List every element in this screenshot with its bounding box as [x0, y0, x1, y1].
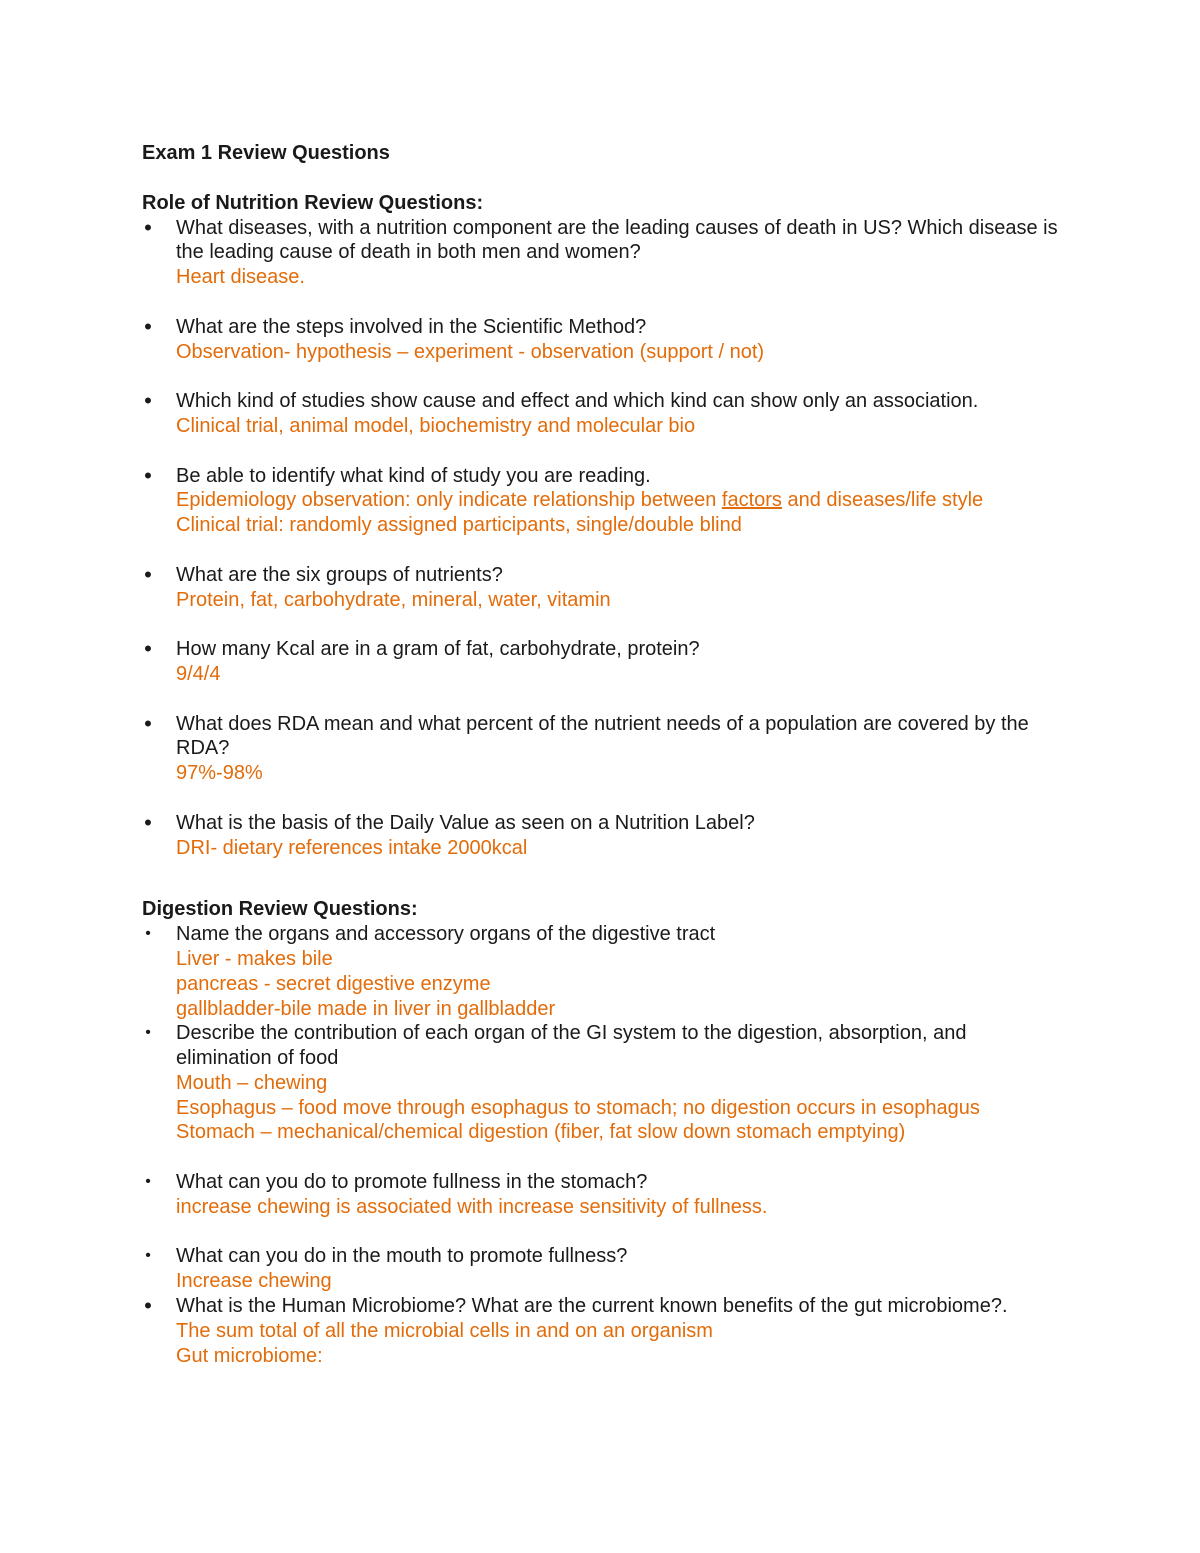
bullet-icon: •	[144, 636, 152, 662]
answer-text: Gut microbiome:	[176, 1344, 323, 1367]
bullet-icon: •	[145, 1024, 151, 1042]
answer-text: 97%-98%	[176, 762, 263, 785]
question-text: What is the basis of the Daily Value as seen on a Nutrition Label?	[176, 811, 755, 834]
question-text: What are the six groups of nutrients?	[176, 563, 503, 586]
list-item	[142, 637, 1062, 687]
section-role-of-nutrition	[142, 191, 1062, 861]
question-text: What can you do to promote fullness in the stomach?	[176, 1171, 648, 1194]
question-text: What diseases, with a nutrition component are the leading causes of death in US? Which disease is the leading cause of death in both men and women?	[176, 216, 1058, 264]
answer-text: Clinical trial, animal model, biochemistry and molecular bio	[176, 414, 696, 437]
answer-text: Observation- hypothesis – experiment - observation (support / not)	[176, 340, 765, 363]
answer-text: Stomach – mechanical/chemical digestion (fiber, fat slow down stomach emptying)	[176, 1121, 906, 1144]
list-item	[142, 1244, 1062, 1294]
bullet-icon: •	[144, 561, 152, 587]
question-text: Which kind of studies show cause and effect and which kind can show only an association.	[176, 390, 979, 413]
section-heading: Digestion Review Questions:	[142, 898, 418, 921]
question-text: What can you do in the mouth to promote fullness?	[176, 1245, 628, 1268]
list-item	[142, 811, 1062, 861]
document-body	[142, 141, 1062, 1368]
bullet-icon: •	[144, 214, 152, 240]
answer-text: Protein, fat, carbohydrate, mineral, water, vitamin	[176, 588, 611, 611]
answer-text: Mouth – chewing	[176, 1071, 328, 1094]
answer-text: gallbladder-bile made in liver in gallbladder	[176, 997, 556, 1020]
bullet-icon: •	[144, 313, 152, 339]
answer-text: DRI- dietary references intake 2000kcal	[176, 836, 528, 859]
bullet-icon: •	[145, 1247, 151, 1265]
answer-text: The sum total of all the microbial cells in and on an organism	[176, 1319, 713, 1342]
question-text: Name the organs and accessory organs of the digestive tract	[176, 923, 716, 946]
list-item	[142, 464, 1062, 538]
bullet-icon: •	[144, 1293, 152, 1319]
page-title: Exam 1 Review Questions	[142, 142, 390, 164]
underlined-word: factors	[721, 489, 782, 512]
section-digestion	[142, 897, 1062, 1368]
list-item	[142, 1021, 1062, 1145]
answer-text: Liver - makes bile	[176, 947, 333, 970]
list-item	[142, 1294, 1062, 1368]
question-list	[142, 216, 1062, 861]
list-item	[142, 1170, 1062, 1220]
bullet-icon: •	[144, 388, 152, 414]
list-item	[142, 216, 1062, 290]
answer-text	[176, 488, 1062, 513]
list-item	[142, 922, 1062, 1021]
question-text: How many Kcal are in a gram of fat, carbohydrate, protein?	[176, 638, 700, 661]
list-item	[142, 315, 1062, 365]
section-heading: Role of Nutrition Review Questions:	[142, 191, 484, 214]
list-item	[142, 712, 1062, 786]
list-item	[142, 563, 1062, 613]
bullet-icon: •	[145, 925, 151, 943]
answer-text: pancreas - secret digestive enzyme	[176, 972, 491, 995]
answer-text: 9/4/4	[176, 662, 221, 685]
answer-text: Heart disease.	[176, 266, 305, 289]
question-text: What does RDA mean and what percent of the nutrient needs of a population are covered by the RDA?	[176, 712, 1029, 760]
question-list	[142, 922, 1062, 1368]
question-text: Be able to identify what kind of study you are reading.	[176, 464, 651, 487]
answer-text-end: and diseases/life style	[781, 489, 984, 512]
bullet-icon: •	[144, 809, 152, 835]
bullet-icon: •	[144, 462, 152, 488]
list-item	[142, 389, 1062, 439]
answer-text: Increase chewing	[176, 1270, 332, 1293]
answer-text: Clinical trial: randomly assigned participants, single/double blind	[176, 514, 742, 537]
answer-text: Esophagus – food move through esophagus to stomach; no digestion occurs in esophagus	[176, 1096, 980, 1119]
bullet-icon: •	[145, 1173, 151, 1191]
answer-text: increase chewing is associated with increase sensitivity of fullness.	[176, 1195, 768, 1218]
bullet-icon: •	[144, 710, 152, 736]
question-text: What is the Human Microbiome? What are the current known benefits of the gut microbiome?.	[176, 1295, 1008, 1318]
answer-text-start: Epidemiology observation: only indicate relationship between	[176, 489, 722, 512]
question-text: What are the steps involved in the Scientific Method?	[176, 315, 647, 338]
question-text: Describe the contribution of each organ of the GI system to the digestion, absorption, and elimination of food	[176, 1022, 967, 1070]
